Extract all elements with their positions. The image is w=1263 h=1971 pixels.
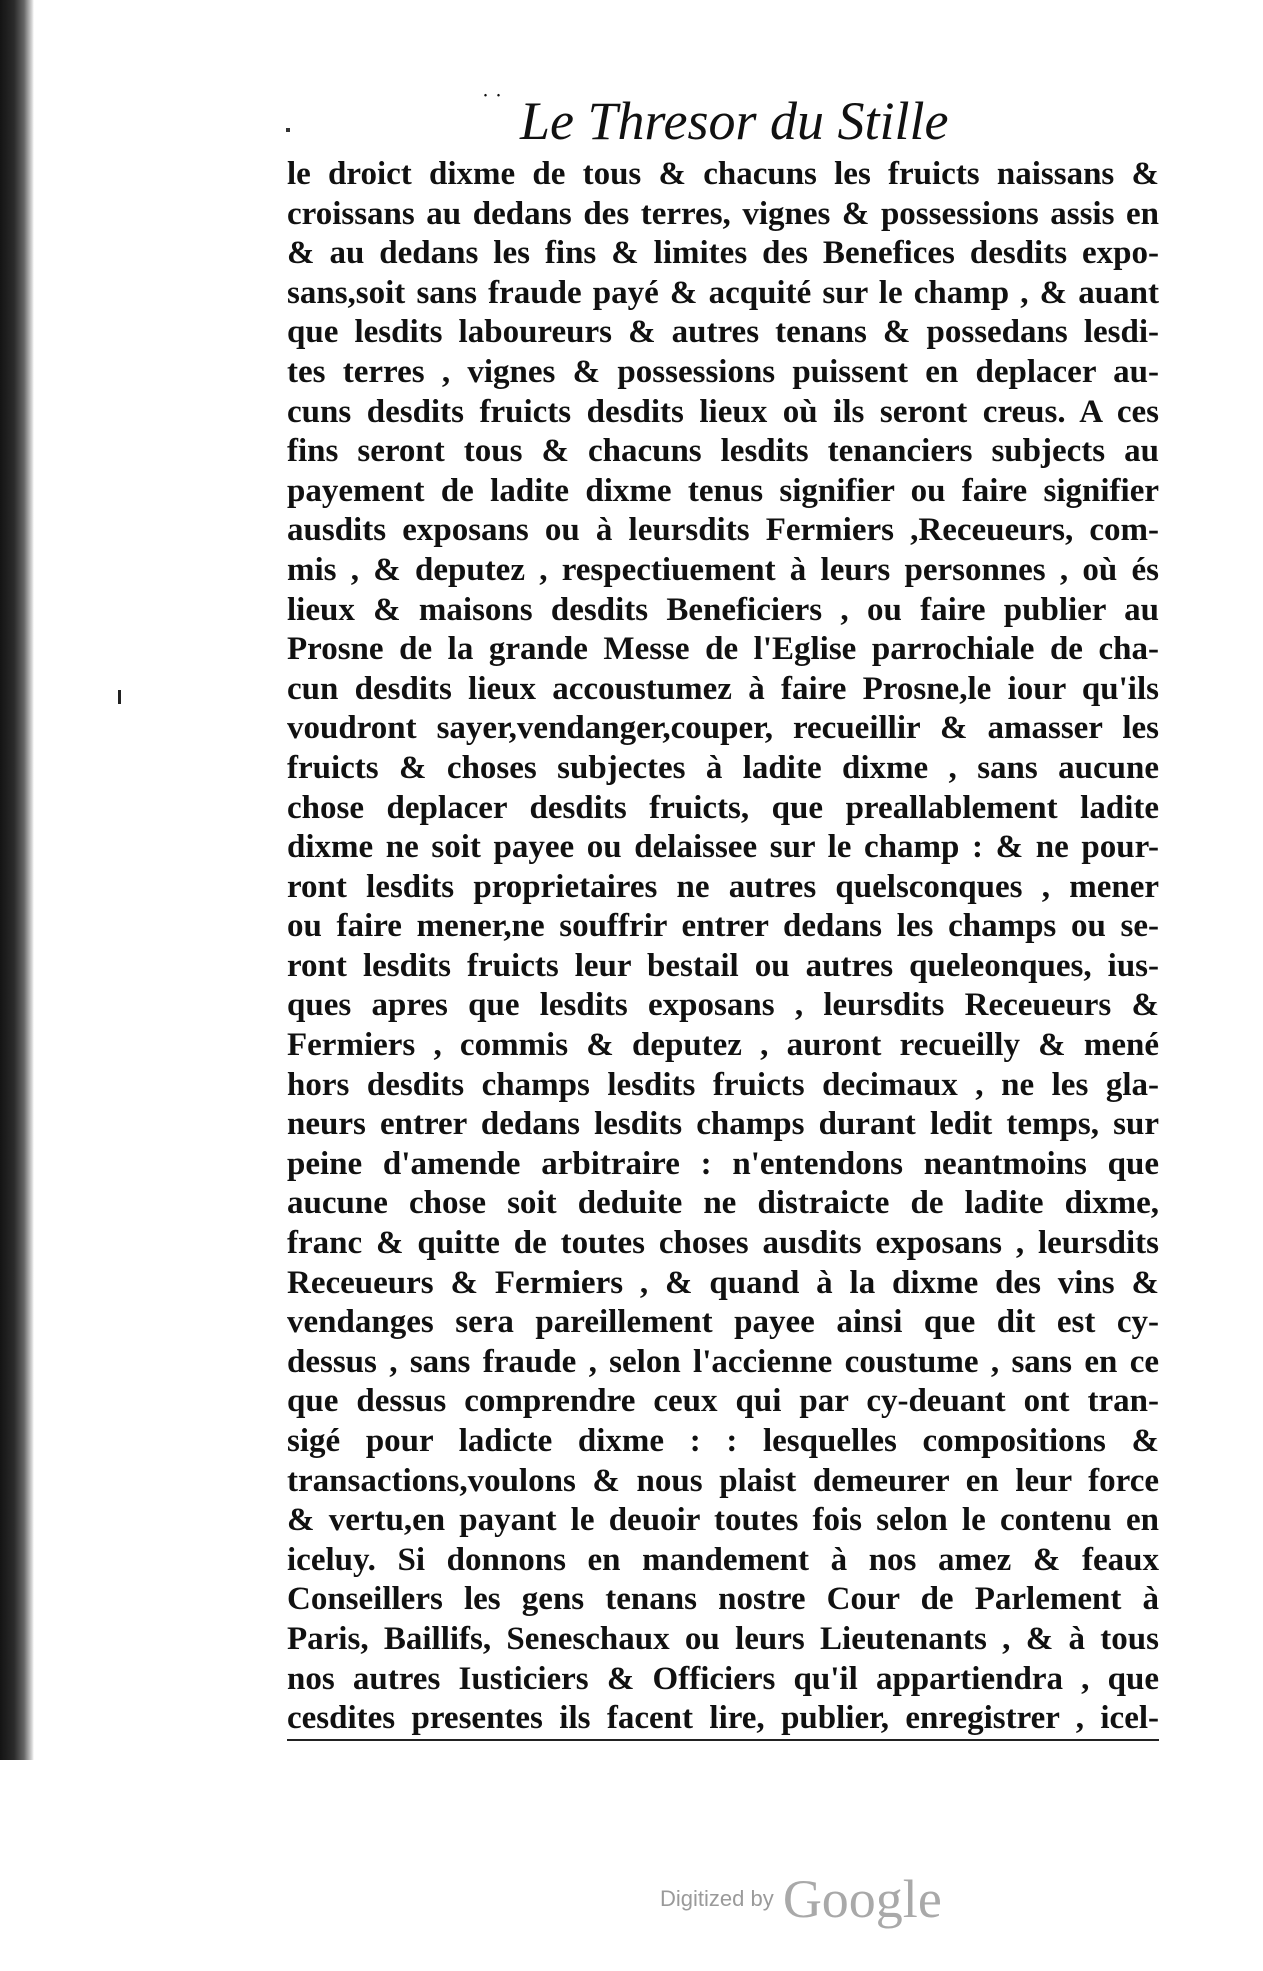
text-line: ou faire mener,ne souffrir entrer dedans les champs ou se-: [287, 908, 1159, 945]
text-line: hors desdits champs lesdits fruicts decimaux , ne les gla-: [287, 1066, 1159, 1103]
text-line: sigé pour ladicte dixme : : lesquelles compositions &: [287, 1423, 1159, 1459]
text-line: Fermiers , commis & deputez , auront recueilly & mené: [287, 1027, 1159, 1064]
text-line: transactions,voulons & nous plaist demeurer en leur force: [287, 1462, 1159, 1499]
text-line: cuns desdits fruicts desdits lieux où ils seront creus. A ces: [287, 393, 1159, 430]
text-line: fins seront tous & chacuns lesdits tenanciers subjects au: [287, 433, 1159, 470]
head-ornament: ˙˙: [480, 92, 506, 117]
text-line: aucune chose soit deduite ne distraicte de ladite dixme,: [287, 1185, 1159, 1222]
text-line: chose deplacer desdits fruicts, que preallablement ladite: [287, 789, 1159, 826]
margin-mark: [118, 690, 121, 704]
text-line: lieux & maisons desdits Beneficiers , ou faire publier au: [287, 591, 1159, 628]
text-line: Receueurs & Fermiers , & quand à la dixme des vins &: [287, 1264, 1159, 1301]
head-bullet: [286, 128, 290, 132]
text-line: sans,soit sans fraude payé & acquité sur le champ , & auant: [287, 274, 1159, 311]
text-line: Conseillers les gens tenans nostre Cour de Parlement à: [287, 1581, 1159, 1618]
google-logo: Google: [782, 1869, 942, 1929]
digitization-watermark: [660, 1868, 942, 1928]
text-line: voudront sayer,vendanger,couper, recueillir & amasser les: [287, 710, 1159, 747]
text-line: ques apres que lesdits exposans , leursdits Receueurs &: [287, 987, 1159, 1024]
text-line: cesdites presentes ils facent lire, publier, enregistrer , icel-: [287, 1699, 1159, 1741]
text-line: & vertu,en payant le deuoir toutes fois selon le contenu en: [287, 1502, 1159, 1539]
text-line: franc & quitte de toutes choses ausdits exposans , leursdits: [287, 1225, 1159, 1262]
text-line: ront lesdits fruicts leur bestail ou autres queleonques, ius-: [287, 947, 1159, 984]
text-line: neurs entrer dedans lesdits champs durant ledit temps, sur: [287, 1106, 1159, 1143]
text-line: dessus , sans fraude , selon l'accienne coustume , sans en ce: [287, 1343, 1159, 1380]
book-spine-shadow: [0, 0, 34, 1760]
text-line: dixme ne soit payee ou delaissee sur le champ : & ne pour-: [287, 829, 1159, 866]
text-line: tes terres , vignes & possessions puissent en deplacer au-: [287, 353, 1159, 390]
text-line: fruicts & choses subjectes à ladite dixme , sans aucune: [287, 749, 1159, 786]
page-title: Le Thresor du Stille: [520, 91, 949, 151]
text-line: le droict dixme de tous & chacuns les fruicts naissans &: [287, 156, 1159, 192]
text-line: Paris, Baillifs, Seneschaux ou leurs Lieutenants , & à tous: [287, 1620, 1159, 1657]
running-head: [280, 88, 1100, 160]
text-line: iceluy. Si donnons en mandement à nos amez & feaux: [287, 1541, 1159, 1578]
text-line: ausdits exposans ou à leursdits Fermiers ,Receueurs, com-: [287, 512, 1159, 549]
digitized-by-label: Digitized by: [660, 1886, 774, 1911]
text-line: vendanges sera pareillement payee ainsi que dit est cy-: [287, 1304, 1159, 1341]
text-line: mis , & deputez , respectiuement à leurs personnes , où és: [287, 551, 1159, 588]
text-line: croissans au dedans des terres, vignes & possessions assis en: [287, 195, 1159, 232]
text-line: Prosne de la grande Messe de l'Eglise parrochiale de cha-: [287, 631, 1159, 668]
text-line: que lesdits laboureurs & autres tenans & possedans lesdi-: [287, 314, 1159, 351]
text-line: que dessus comprendre ceux qui par cy-deuant ont tran-: [287, 1383, 1159, 1420]
text-line: payement de ladite dixme tenus signifier ou faire signifier: [287, 472, 1159, 509]
text-line: peine d'amende arbitraire : n'entendons neantmoins que: [287, 1145, 1159, 1182]
text-line: nos autres Iusticiers & Officiers qu'il appartiendra , que: [287, 1660, 1159, 1697]
text-line: cun desdits lieux accoustumez à faire Prosne,le iour qu'ils: [287, 670, 1159, 707]
text-line: & au dedans les fins & limites des Benefices desdits expo-: [287, 235, 1159, 272]
text-line: ront lesdits proprietaires ne autres quelsconques , mener: [287, 868, 1159, 905]
body-text: [287, 155, 1159, 1741]
